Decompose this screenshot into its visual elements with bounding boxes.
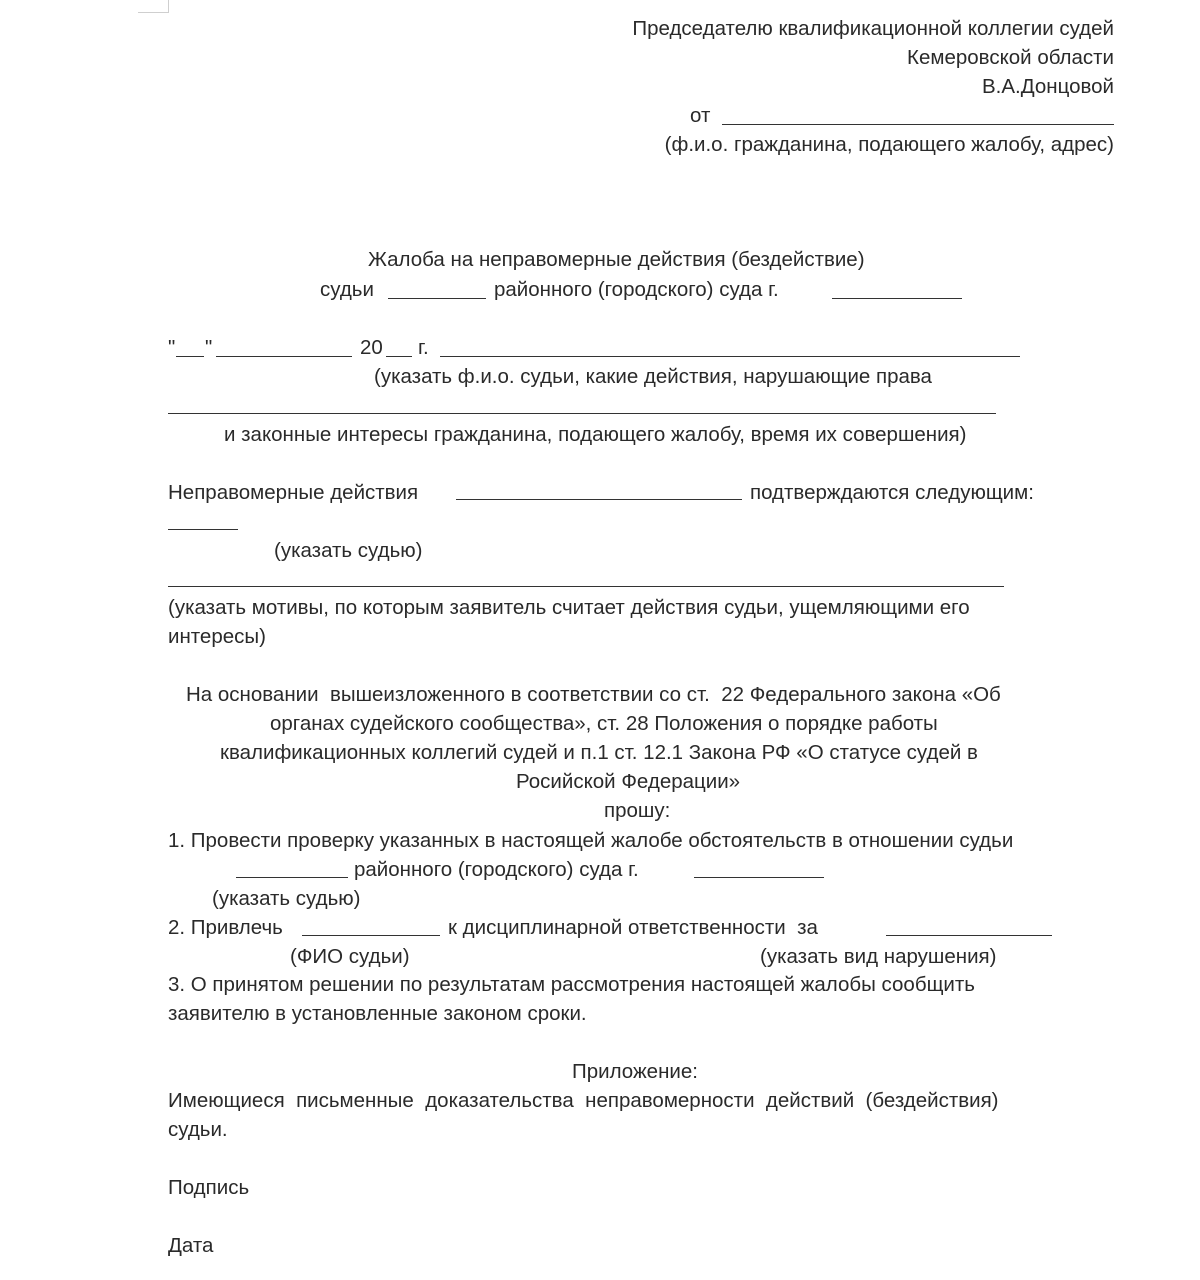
item-1-judge-blank (236, 877, 348, 878)
item-2-prefix: 2. Привлечь (168, 916, 283, 939)
item-2-violation-blank (886, 935, 1052, 936)
date-month-blank (216, 356, 352, 357)
hint-specify-judge: (указать судью) (274, 539, 423, 562)
item-2-hint-violation: (указать вид нарушения) (760, 945, 997, 968)
item-1-court: районного (городского) суда г. (354, 858, 639, 881)
signature-label: Подпись (168, 1176, 250, 1199)
date-quote-open: " (168, 336, 176, 359)
addressee-line-1: Председателю квалификационной коллегии судей (632, 17, 1114, 40)
judge-details-blank (440, 356, 1020, 357)
hint-motives-line-1: (указать мотивы, по которым заявитель считает действия судьи, ущемляющими его (168, 596, 970, 619)
request-word: прошу: (604, 799, 671, 822)
confirmation-prefix: Неправомерные действия (168, 481, 419, 504)
addressee-line-2: Кемеровской области (907, 46, 1114, 69)
appendix-title: Приложение: (572, 1060, 698, 1083)
page-corner-mark (138, 0, 169, 13)
appendix-line-2: судьи. (168, 1118, 228, 1141)
date-day-blank (176, 356, 204, 357)
date-quote-close: " (205, 336, 213, 359)
from-hint: (ф.и.о. гражданина, подающего жалобу, адрес) (664, 133, 1114, 156)
appendix-line-1: Имеющиеся письменные доказательства неправомерности действий (бездействия) (168, 1089, 999, 1112)
date-year-prefix: 20 (360, 336, 383, 359)
addressee-line-3: В.А.Донцовой (982, 75, 1114, 98)
date-year-blank (386, 356, 412, 357)
item-2-middle: к дисциплинарной ответственности за (448, 916, 818, 939)
title-city-blank (832, 298, 962, 299)
title-court-label: районного (городского) суда г. (494, 278, 779, 301)
basis-line-1: На основании вышеизложенного в соответствии со ст. 22 Федерального закона «Об (186, 683, 1001, 706)
item-1-city-blank (694, 877, 824, 878)
item-2-judge-blank (302, 935, 440, 936)
title-line-1: Жалоба на неправомерные действия (бездействие) (368, 248, 865, 271)
item-2-hint-judge: (ФИО судьи) (290, 945, 410, 968)
basis-line-4: Росийской Федерации» (516, 770, 741, 793)
basis-line-2: органах судейского сообщества», ст. 28 Положения о порядке работы (270, 712, 938, 735)
confirmation-judge-blank (456, 499, 742, 500)
hint-rights: и законные интересы гражданина, подающего жалобу, время их совершения) (224, 423, 967, 446)
item-1-hint: (указать судью) (212, 887, 361, 910)
rights-blank (168, 413, 996, 414)
motives-blank (168, 586, 1004, 587)
title-judge-blank (388, 298, 486, 299)
confirmation-evidence-blank (168, 529, 238, 530)
basis-line-3: квалификационных коллегий судей и п.1 ст. 12.1 Закона РФ «О статусе судей в (220, 741, 978, 764)
date-year-suffix: г. (418, 336, 429, 359)
hint-judge-actions: (указать ф.и.о. судьи, какие действия, нарушающие права (374, 365, 932, 388)
from-blank (722, 124, 1114, 125)
item-3-line-2: заявителю в установленные законом сроки. (168, 1002, 587, 1025)
date-label: Дата (168, 1234, 214, 1257)
from-label: от (690, 104, 711, 127)
hint-motives-line-2: интересы) (168, 625, 266, 648)
item-1: 1. Провести проверку указанных в настоящей жалобе обстоятельств в отношении судьи (168, 829, 1014, 852)
confirmation-suffix: подтверждаются следующим: (750, 481, 1034, 504)
item-3-line-1: 3. О принятом решении по результатам рассмотрения настоящей жалобы сообщить (168, 973, 975, 996)
title-judge-label: судьи (320, 278, 374, 301)
